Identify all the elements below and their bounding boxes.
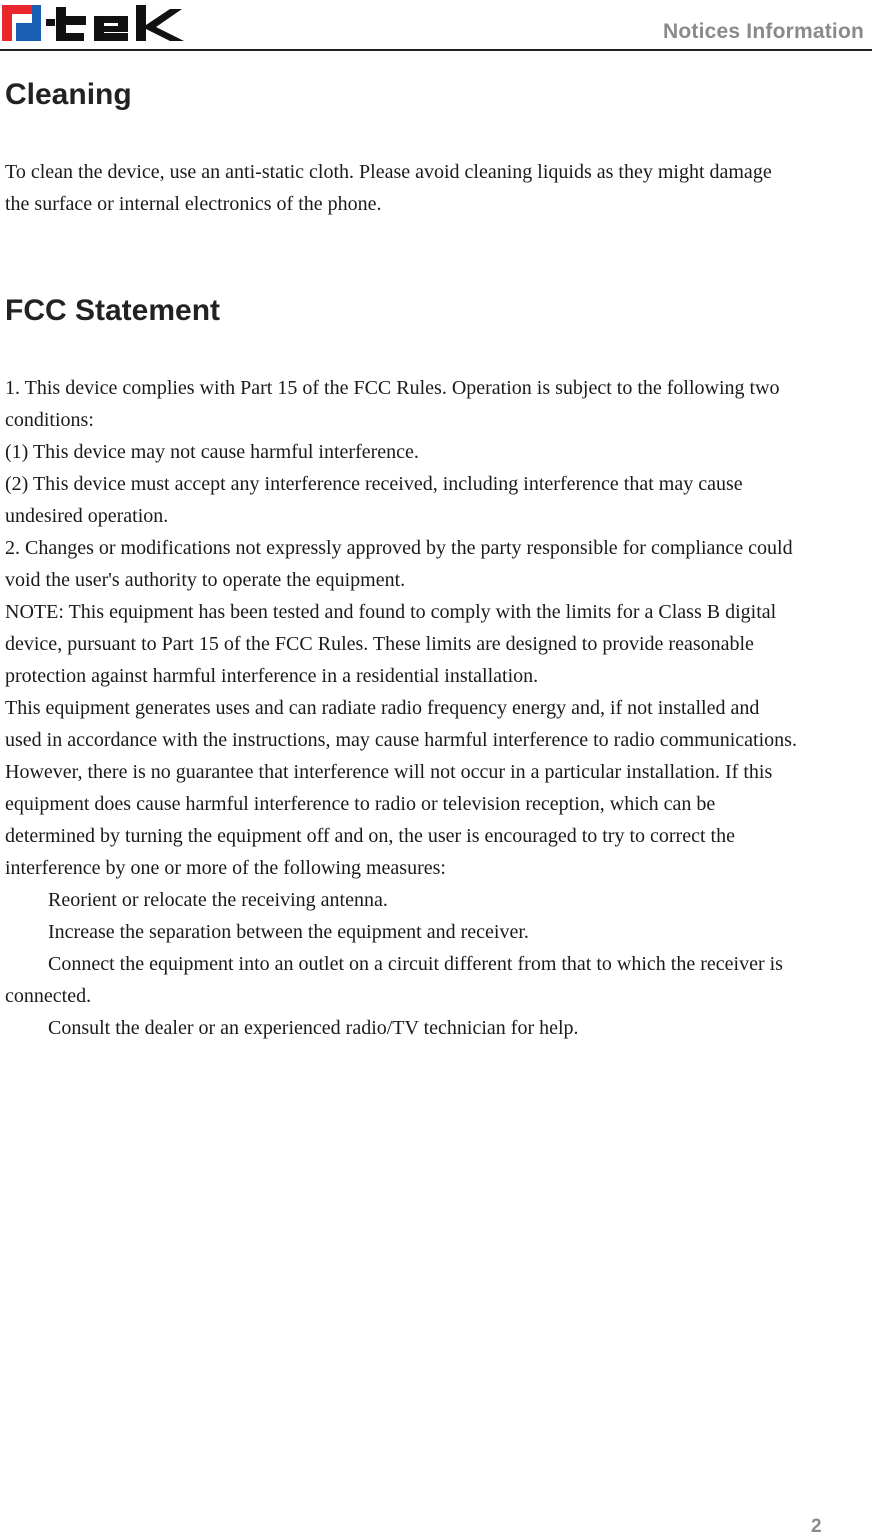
measure-item: Increase the separation between the equipment and receiver. <box>48 921 529 943</box>
text-line: 1. This device complies with Part 15 of the FCC Rules. Operation is subject to the following two <box>5 377 780 399</box>
measure-item: Consult the dealer or an experienced radio/TV technician for help. <box>48 1017 579 1039</box>
text-line: void the user's authority to operate the equipment. <box>5 569 406 591</box>
text-line: To clean the device, use an anti-static cloth. Please avoid cleaning liquids as they might damage <box>5 161 772 183</box>
text-line: (1) This device may not cause harmful interference. <box>5 441 419 463</box>
text-line: connected. <box>5 985 92 1007</box>
text-line: the surface or internal electronics of the phone. <box>5 193 382 215</box>
fcc-statement-text <box>5 372 871 1044</box>
text-line: conditions: <box>5 409 94 431</box>
text-line: interference by one or more of the following measures: <box>5 857 446 879</box>
text-line: protection against harmful interference in a residential installation. <box>5 665 539 687</box>
text-line: device, pursuant to Part 15 of the FCC Rules. These limits are designed to provide reasonable <box>5 633 754 655</box>
measure-item: Connect the equipment into an outlet on a circuit different from that to which the receiver is <box>48 953 783 975</box>
text-line: used in accordance with the instructions, may cause harmful interference to radio communications. <box>5 729 797 751</box>
page-number: 2 <box>811 1516 822 1537</box>
page-header <box>0 0 872 51</box>
cleaning-paragraph <box>5 156 871 220</box>
text-line: determined by turning the equipment off and on, the user is encouraged to try to correct the <box>5 825 735 847</box>
header-title: Notices Information <box>663 20 864 43</box>
text-line: equipment does cause harmful interference to radio or television reception, which can be <box>5 793 716 815</box>
text-line: (2) This device must accept any interference received, including interference that may cause <box>5 473 743 495</box>
text-line: undesired operation. <box>5 505 169 527</box>
htek-logo <box>2 3 192 43</box>
text-line: This equipment generates uses and can radiate radio frequency energy and, if not installed and <box>5 697 760 719</box>
cleaning-heading: Cleaning <box>5 78 132 111</box>
text-line: NOTE: This equipment has been tested and found to comply with the limits for a Class B digital <box>5 601 777 623</box>
text-line: 2. Changes or modifications not expressly approved by the party responsible for compliance could <box>5 537 793 559</box>
text-line: However, there is no guarantee that interference will not occur in a particular installation. If this <box>5 761 773 783</box>
fcc-heading: FCC Statement <box>5 294 221 327</box>
measure-item: Reorient or relocate the receiving antenna. <box>48 889 388 911</box>
